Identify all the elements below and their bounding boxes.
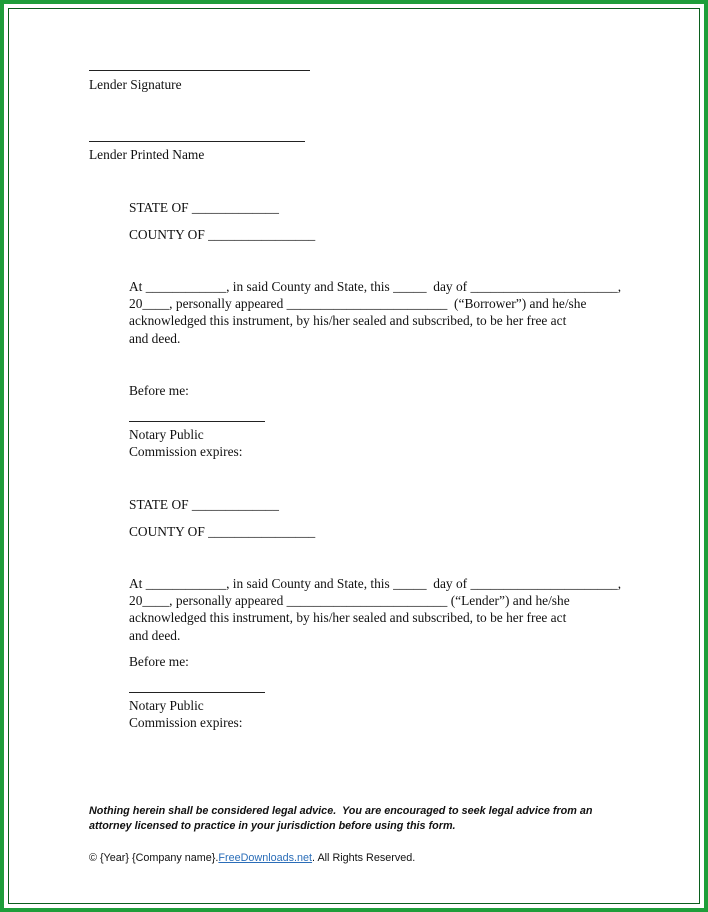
- acknowledgment-2-line2: 20____, personally appeared ________________________ (“Lender”) and he/she: [129, 593, 570, 608]
- county-of-2: COUNTY OF ________________: [129, 524, 316, 539]
- disclaimer-line1: Nothing herein shall be considered legal advice. You are encouraged to seek legal advice from an: [89, 805, 593, 817]
- acknowledgment-1-line1: At ____________, in said County and State, this _____ day of ______________________,: [129, 279, 622, 294]
- state-of-2: STATE OF _____________: [129, 497, 279, 512]
- notary-public-2: Notary Public: [129, 698, 204, 713]
- lender-signature-line: [89, 70, 310, 71]
- before-me-1: Before me:: [129, 383, 189, 398]
- state-of-1: STATE OF _____________: [129, 200, 279, 215]
- commission-expires-1: Commission expires:: [129, 444, 243, 459]
- disclaimer-line2: attorney licensed to practice in your jurisdiction before using this form.: [89, 820, 456, 832]
- acknowledgment-2-line4: and deed.: [129, 628, 181, 643]
- lender-printed-name-label: Lender Printed Name: [89, 147, 205, 162]
- copyright-notice: [89, 851, 415, 866]
- lender-printed-name-line: [89, 141, 305, 142]
- notary-signature-line-1: [129, 421, 265, 422]
- notary-public-1: Notary Public: [129, 427, 204, 442]
- acknowledgment-1-line3: acknowledged this instrument, by his/her sealed and subscribed, to be her free act: [129, 313, 567, 328]
- before-me-2: Before me:: [129, 654, 189, 669]
- freedownloads-link[interactable]: FreeDownloads.net: [218, 852, 313, 864]
- acknowledgment-2-line3: acknowledged this instrument, by his/her sealed and subscribed, to be her free act: [129, 610, 567, 625]
- copyright-suffix: . All Rights Reserved.: [312, 852, 416, 864]
- notary-signature-line-2: [129, 692, 265, 693]
- county-of-1: COUNTY OF ________________: [129, 227, 316, 242]
- acknowledgment-1-line4: and deed.: [129, 331, 181, 346]
- acknowledgment-2-line1: At ____________, in said County and State, this _____ day of ______________________,: [129, 576, 622, 591]
- copyright-prefix: © {Year} {Company name}.: [89, 852, 219, 864]
- acknowledgment-1-line2: 20____, personally appeared ________________________ (“Borrower”) and he/she: [129, 296, 587, 311]
- commission-expires-2: Commission expires:: [129, 715, 243, 730]
- lender-signature-label: Lender Signature: [89, 77, 182, 92]
